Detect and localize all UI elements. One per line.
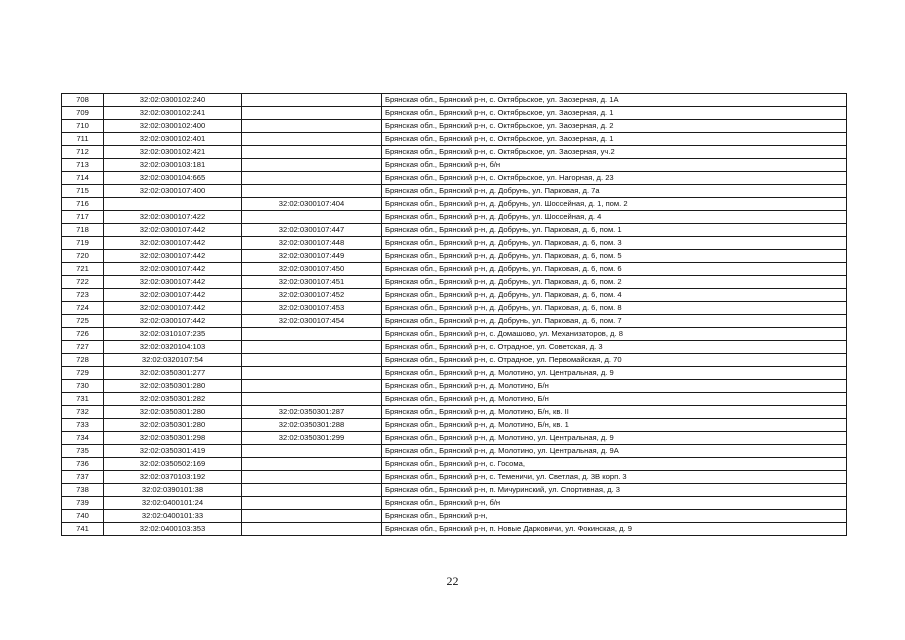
cadastral-number-cell: 32:02:0320104:103 bbox=[104, 341, 242, 354]
cadastral-number-cell: 32:02:0300102:400 bbox=[104, 120, 242, 133]
premises-cadastral-number-cell: 32:02:0300107:447 bbox=[242, 224, 382, 237]
address-cell: Брянская обл., Брянский р-н, п. Новые Дарковичи, ул. Фокинская, д. 9 bbox=[382, 523, 847, 536]
premises-cadastral-number-cell bbox=[242, 380, 382, 393]
table-row bbox=[62, 120, 847, 133]
premises-cadastral-number-cell bbox=[242, 185, 382, 198]
premises-cadastral-number-cell bbox=[242, 367, 382, 380]
cadastral-number-cell: 32:02:0310107:235 bbox=[104, 328, 242, 341]
cadastral-number-cell: 32:02:0300107:422 bbox=[104, 211, 242, 224]
address-cell: Брянская обл., Брянский р-н, с. Октябрьское, ул. Заозерная, д. 2 bbox=[382, 120, 847, 133]
cadastral-number-cell: 32:02:0300107:442 bbox=[104, 224, 242, 237]
premises-cadastral-number-cell: 32:02:0350301:287 bbox=[242, 406, 382, 419]
address-cell: Брянская обл., Брянский р-н, д. Молотино, ул. Центральная, д. 9 bbox=[382, 367, 847, 380]
table-row bbox=[62, 380, 847, 393]
table-row bbox=[62, 94, 847, 107]
premises-cadastral-number-cell: 32:02:0300107:449 bbox=[242, 250, 382, 263]
premises-cadastral-number-cell: 32:02:0300107:453 bbox=[242, 302, 382, 315]
premises-cadastral-number-cell: 32:02:0300107:450 bbox=[242, 263, 382, 276]
cadastral-number-cell: 32:02:0370103:192 bbox=[104, 471, 242, 484]
row-number-cell: 727 bbox=[62, 341, 104, 354]
premises-cadastral-number-cell: 32:02:0350301:288 bbox=[242, 419, 382, 432]
table-row bbox=[62, 419, 847, 432]
premises-cadastral-number-cell bbox=[242, 341, 382, 354]
premises-cadastral-number-cell bbox=[242, 471, 382, 484]
address-cell: Брянская обл., Брянский р-н, д. Молотино, Б/н bbox=[382, 380, 847, 393]
premises-cadastral-number-cell bbox=[242, 120, 382, 133]
table-row bbox=[62, 510, 847, 523]
premises-cadastral-number-cell bbox=[242, 328, 382, 341]
address-cell: Брянская обл., Брянский р-н, с. Домашово, ул. Механизаторов, д. 8 bbox=[382, 328, 847, 341]
address-cell: Брянская обл., Брянский р-н, б/н bbox=[382, 159, 847, 172]
cadastral-number-cell: 32:02:0350301:282 bbox=[104, 393, 242, 406]
cadastral-number-cell: 32:02:0300107:442 bbox=[104, 263, 242, 276]
premises-cadastral-number-cell bbox=[242, 107, 382, 120]
cadastral-number-cell: 32:02:0300102:421 bbox=[104, 146, 242, 159]
cadastral-number-cell: 32:02:0350301:277 bbox=[104, 367, 242, 380]
table-row bbox=[62, 224, 847, 237]
row-number-cell: 724 bbox=[62, 302, 104, 315]
cadastral-number-cell: 32:02:0300107:442 bbox=[104, 276, 242, 289]
table-row bbox=[62, 445, 847, 458]
cadastral-number-cell: 32:02:0350301:280 bbox=[104, 406, 242, 419]
table-row bbox=[62, 458, 847, 471]
row-number-cell: 732 bbox=[62, 406, 104, 419]
address-cell: Брянская обл., Брянский р-н, д. Добрунь, ул. Парковая, д. 6, пом. 3 bbox=[382, 237, 847, 250]
row-number-cell: 718 bbox=[62, 224, 104, 237]
cadastral-number-cell: 32:02:0300102:240 bbox=[104, 94, 242, 107]
property-register-table bbox=[61, 93, 847, 536]
table-row bbox=[62, 471, 847, 484]
table-row bbox=[62, 523, 847, 536]
address-cell: Брянская обл., Брянский р-н, с. Октябрьское, ул. Заозерная, уч.2 bbox=[382, 146, 847, 159]
address-cell: Брянская обл., Брянский р-н, с. Октябрьское, ул. Заозерная, д. 1 bbox=[382, 107, 847, 120]
table-row bbox=[62, 341, 847, 354]
row-number-cell: 719 bbox=[62, 237, 104, 250]
address-cell: Брянская обл., Брянский р-н, д. Добрунь, ул. Парковая, д. 6, пом. 4 bbox=[382, 289, 847, 302]
cadastral-number-cell: 32:02:0300103:181 bbox=[104, 159, 242, 172]
premises-cadastral-number-cell bbox=[242, 510, 382, 523]
cadastral-number-cell: 32:02:0350301:280 bbox=[104, 380, 242, 393]
premises-cadastral-number-cell bbox=[242, 146, 382, 159]
row-number-cell: 722 bbox=[62, 276, 104, 289]
address-cell: Брянская обл., Брянский р-н, д. Молотино, Б/н bbox=[382, 393, 847, 406]
table-row bbox=[62, 237, 847, 250]
table-row bbox=[62, 250, 847, 263]
row-number-cell: 728 bbox=[62, 354, 104, 367]
address-cell: Брянская обл., Брянский р-н, с. Госома, bbox=[382, 458, 847, 471]
row-number-cell: 733 bbox=[62, 419, 104, 432]
address-cell: Брянская обл., Брянский р-н, д. Молотино, Б/н, кв. II bbox=[382, 406, 847, 419]
table-row bbox=[62, 172, 847, 185]
cadastral-number-cell: 32:02:0350301:280 bbox=[104, 419, 242, 432]
premises-cadastral-number-cell bbox=[242, 458, 382, 471]
cadastral-number-cell: 32:02:0300107:400 bbox=[104, 185, 242, 198]
row-number-cell: 716 bbox=[62, 198, 104, 211]
table-row bbox=[62, 185, 847, 198]
row-number-cell: 713 bbox=[62, 159, 104, 172]
premises-cadastral-number-cell bbox=[242, 94, 382, 107]
premises-cadastral-number-cell bbox=[242, 172, 382, 185]
table-row bbox=[62, 367, 847, 380]
row-number-cell: 738 bbox=[62, 484, 104, 497]
table-row bbox=[62, 276, 847, 289]
row-number-cell: 725 bbox=[62, 315, 104, 328]
table-row bbox=[62, 484, 847, 497]
row-number-cell: 708 bbox=[62, 94, 104, 107]
premises-cadastral-number-cell: 32:02:0300107:404 bbox=[242, 198, 382, 211]
address-cell: Брянская обл., Брянский р-н, б/н bbox=[382, 497, 847, 510]
address-cell: Брянская обл., Брянский р-н, д. Добрунь, ул. Парковая, д. 6, пом. 5 bbox=[382, 250, 847, 263]
row-number-cell: 720 bbox=[62, 250, 104, 263]
cadastral-number-cell: 32:02:0300102:241 bbox=[104, 107, 242, 120]
cadastral-number-cell: 32:02:0400101:33 bbox=[104, 510, 242, 523]
table-row bbox=[62, 302, 847, 315]
row-number-cell: 736 bbox=[62, 458, 104, 471]
cadastral-number-cell: 32:02:0320107:54 bbox=[104, 354, 242, 367]
row-number-cell: 726 bbox=[62, 328, 104, 341]
address-cell: Брянская обл., Брянский р-н, д. Добрунь, ул. Парковая, д. 6, пом. 1 bbox=[382, 224, 847, 237]
premises-cadastral-number-cell bbox=[242, 159, 382, 172]
row-number-cell: 735 bbox=[62, 445, 104, 458]
cadastral-number-cell bbox=[104, 198, 242, 211]
row-number-cell: 711 bbox=[62, 133, 104, 146]
row-number-cell: 730 bbox=[62, 380, 104, 393]
cadastral-number-cell: 32:02:0300102:401 bbox=[104, 133, 242, 146]
address-cell: Брянская обл., Брянский р-н, с. Октябрьское, ул. Заозерная, д. 1 bbox=[382, 133, 847, 146]
address-cell: Брянская обл., Брянский р-н, д. Молотино, ул. Центральная, д. 9 bbox=[382, 432, 847, 445]
table-row bbox=[62, 146, 847, 159]
cadastral-number-cell: 32:02:0350502:169 bbox=[104, 458, 242, 471]
table-row bbox=[62, 406, 847, 419]
row-number-cell: 717 bbox=[62, 211, 104, 224]
row-number-cell: 734 bbox=[62, 432, 104, 445]
table-row bbox=[62, 315, 847, 328]
address-cell: Брянская обл., Брянский р-н, д. Молотино, Б/н, кв. 1 bbox=[382, 419, 847, 432]
address-cell: Брянская обл., Брянский р-н, bbox=[382, 510, 847, 523]
premises-cadastral-number-cell bbox=[242, 523, 382, 536]
address-cell: Брянская обл., Брянский р-н, д. Добрунь, ул. Парковая, д. 7а bbox=[382, 185, 847, 198]
table-row bbox=[62, 133, 847, 146]
table-row bbox=[62, 289, 847, 302]
row-number-cell: 712 bbox=[62, 146, 104, 159]
table-row bbox=[62, 263, 847, 276]
row-number-cell: 731 bbox=[62, 393, 104, 406]
row-number-cell: 740 bbox=[62, 510, 104, 523]
premises-cadastral-number-cell: 32:02:0300107:448 bbox=[242, 237, 382, 250]
cadastral-number-cell: 32:02:0300107:442 bbox=[104, 302, 242, 315]
table-row bbox=[62, 328, 847, 341]
cadastral-number-cell: 32:02:0350301:419 bbox=[104, 445, 242, 458]
cadastral-number-cell: 32:02:0390101:38 bbox=[104, 484, 242, 497]
premises-cadastral-number-cell bbox=[242, 211, 382, 224]
address-cell: Брянская обл., Брянский р-н, д. Добрунь, ул. Парковая, д. 6, пом. 7 bbox=[382, 315, 847, 328]
cadastral-number-cell: 32:02:0400101:24 bbox=[104, 497, 242, 510]
page-number: 22 bbox=[446, 574, 459, 588]
row-number-cell: 709 bbox=[62, 107, 104, 120]
premises-cadastral-number-cell bbox=[242, 497, 382, 510]
address-cell: Брянская обл., Брянский р-н, с. Отрадное, ул. Первомайская, д. 70 bbox=[382, 354, 847, 367]
address-cell: Брянская обл., Брянский р-н, с. Октябрьское, ул. Заозерная, д. 1А bbox=[382, 94, 847, 107]
row-number-cell: 737 bbox=[62, 471, 104, 484]
address-cell: Брянская обл., Брянский р-н, д. Добрунь, ул. Шоссейная, д. 4 bbox=[382, 211, 847, 224]
address-cell: Брянская обл., Брянский р-н, д. Добрунь, ул. Парковая, д. 6, пом. 2 bbox=[382, 276, 847, 289]
premises-cadastral-number-cell bbox=[242, 133, 382, 146]
premises-cadastral-number-cell: 32:02:0300107:451 bbox=[242, 276, 382, 289]
premises-cadastral-number-cell bbox=[242, 445, 382, 458]
row-number-cell: 723 bbox=[62, 289, 104, 302]
table-row bbox=[62, 107, 847, 120]
address-cell: Брянская обл., Брянский р-н, д. Молотино, ул. Центральная, д. 9А bbox=[382, 445, 847, 458]
address-cell: Брянская обл., Брянский р-н, д. Добрунь, ул. Парковая, д. 6, пом. 8 bbox=[382, 302, 847, 315]
address-cell: Брянская обл., Брянский р-н, д. Добрунь, ул. Шоссейная, д. 1, пом. 2 bbox=[382, 198, 847, 211]
table-row bbox=[62, 211, 847, 224]
cadastral-number-cell: 32:02:0300107:442 bbox=[104, 250, 242, 263]
address-cell: Брянская обл., Брянский р-н, с. Октябрьское, ул. Нагорная, д. 23 bbox=[382, 172, 847, 185]
cadastral-number-cell: 32:02:0300107:442 bbox=[104, 315, 242, 328]
row-number-cell: 715 bbox=[62, 185, 104, 198]
table-row bbox=[62, 159, 847, 172]
cadastral-number-cell: 32:02:0300107:442 bbox=[104, 289, 242, 302]
premises-cadastral-number-cell bbox=[242, 393, 382, 406]
address-cell: Брянская обл., Брянский р-н, д. Добрунь, ул. Парковая, д. 6, пом. 6 bbox=[382, 263, 847, 276]
row-number-cell: 741 bbox=[62, 523, 104, 536]
table-row bbox=[62, 198, 847, 211]
row-number-cell: 721 bbox=[62, 263, 104, 276]
row-number-cell: 729 bbox=[62, 367, 104, 380]
premises-cadastral-number-cell bbox=[242, 354, 382, 367]
row-number-cell: 714 bbox=[62, 172, 104, 185]
premises-cadastral-number-cell: 32:02:0300107:454 bbox=[242, 315, 382, 328]
premises-cadastral-number-cell: 32:02:0300107:452 bbox=[242, 289, 382, 302]
cadastral-number-cell: 32:02:0300107:442 bbox=[104, 237, 242, 250]
address-cell: Брянская обл., Брянский р-н, п. Мичуринский, ул. Спортивная, д. 3 bbox=[382, 484, 847, 497]
table-row bbox=[62, 497, 847, 510]
table-row bbox=[62, 393, 847, 406]
cadastral-number-cell: 32:02:0350301:298 bbox=[104, 432, 242, 445]
address-cell: Брянская обл., Брянский р-н, с. Теменичи, ул. Светлая, д. 3В корп. 3 bbox=[382, 471, 847, 484]
table-row bbox=[62, 354, 847, 367]
row-number-cell: 739 bbox=[62, 497, 104, 510]
table-body bbox=[62, 94, 847, 536]
cadastral-number-cell: 32:02:0300104:665 bbox=[104, 172, 242, 185]
premises-cadastral-number-cell bbox=[242, 484, 382, 497]
table-row bbox=[62, 432, 847, 445]
premises-cadastral-number-cell: 32:02:0350301:299 bbox=[242, 432, 382, 445]
row-number-cell: 710 bbox=[62, 120, 104, 133]
address-cell: Брянская обл., Брянский р-н, с. Отрадное, ул. Советская, д. 3 bbox=[382, 341, 847, 354]
cadastral-number-cell: 32:02:0400103:353 bbox=[104, 523, 242, 536]
